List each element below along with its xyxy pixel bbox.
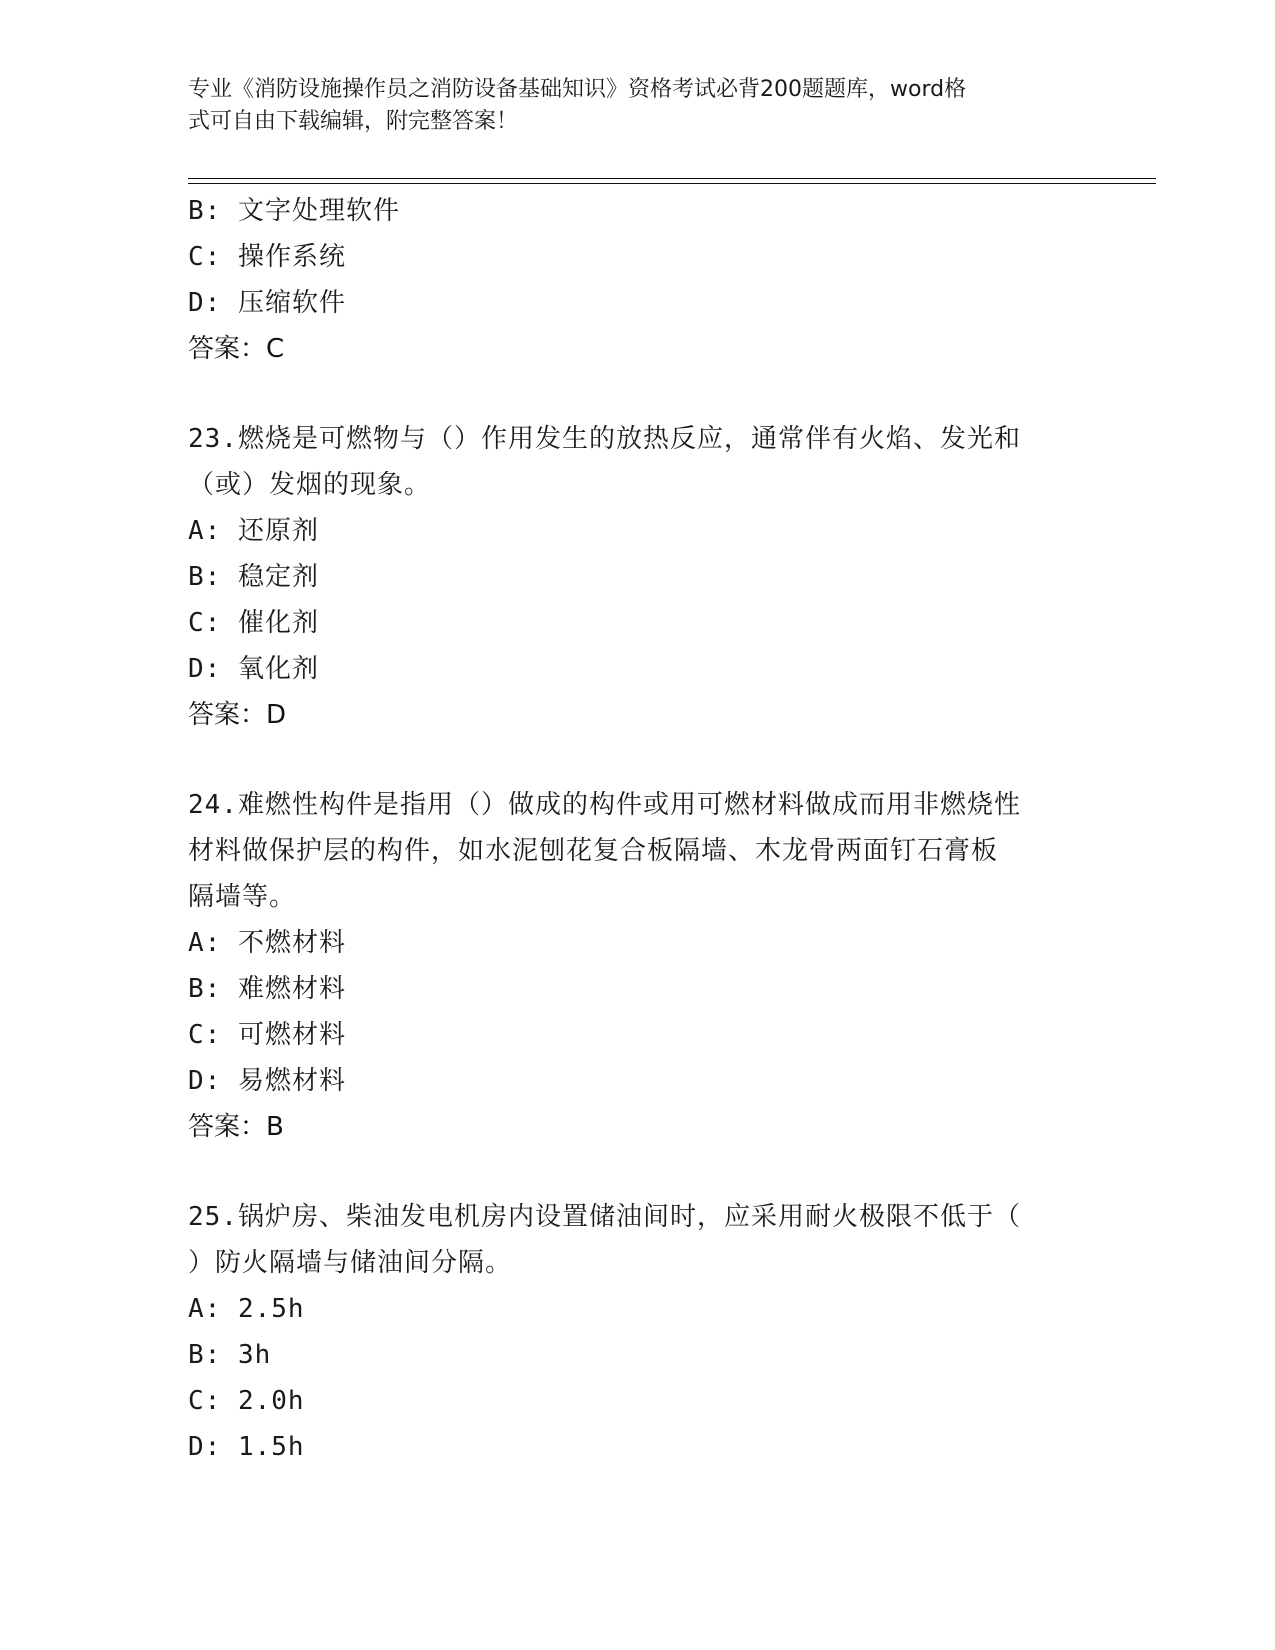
q25-option-b: B: 3h [188, 1340, 272, 1370]
q22-option-c: C: 操作系统 [188, 242, 346, 272]
q24-text-line-2: 材料做保护层的构件，如水泥刨花复合板隔墙、木龙骨两面钉石膏板 [188, 836, 999, 866]
q24-text-line-3: 隔墙等。 [188, 882, 297, 912]
spacer [188, 1150, 1088, 1194]
q25-text-line-1: 25.锅炉房、柴油发电机房内设置储油间时，应采用耐火极限不低于（ [188, 1202, 1021, 1232]
q24-answer: 答案：B [188, 1112, 284, 1142]
spacer [188, 372, 1088, 416]
q24-option-c: C: 可燃材料 [188, 1020, 346, 1050]
q25-option-d: D: 1.5h [188, 1432, 305, 1462]
q24-option-d: D: 易燃材料 [188, 1066, 346, 1096]
header-divider-top [188, 178, 1156, 179]
q23-text-line-2: （或）发烟的现象。 [188, 470, 432, 500]
header-line-2: 式可自由下载编辑，附完整答案！ [188, 109, 519, 134]
q23-option-c: C: 催化剂 [188, 608, 319, 638]
q22-option-b: B: 文字处理软件 [188, 196, 400, 226]
q25-text-line-2: ）防火隔墙与储油间分隔。 [188, 1248, 513, 1278]
q23-option-b: B: 稳定剂 [188, 562, 319, 592]
header-divider-bottom [188, 183, 1156, 184]
spacer [188, 738, 1088, 782]
q23-answer: 答案：D [188, 700, 287, 730]
question-content [188, 188, 1088, 1470]
document-header [188, 74, 1068, 138]
q24-option-b: B: 难燃材料 [188, 974, 346, 1004]
q23-option-a: A: 还原剂 [188, 516, 319, 546]
q25-option-c: C: 2.0h [188, 1386, 305, 1416]
q25-option-a: A: 2.5h [188, 1294, 305, 1324]
q23-option-d: D: 氧化剂 [188, 654, 319, 684]
q23-text-line-1: 23.燃烧是可燃物与（）作用发生的放热反应，通常伴有火焰、发光和 [188, 424, 1021, 454]
question-24 [188, 782, 1088, 1150]
q24-option-a: A: 不燃材料 [188, 928, 346, 958]
q22-option-d: D: 压缩软件 [188, 288, 346, 318]
header-line-1: 专业《消防设施操作员之消防设备基础知识》资格考试必背200题题库，word格 [188, 77, 967, 102]
q22-answer: 答案：C [188, 334, 285, 364]
question-23 [188, 416, 1088, 738]
question-25 [188, 1194, 1088, 1470]
question-22-remainder [188, 188, 1088, 372]
q24-text-line-1: 24.难燃性构件是指用（）做成的构件或用可燃材料做成而用非燃烧性 [188, 790, 1021, 820]
